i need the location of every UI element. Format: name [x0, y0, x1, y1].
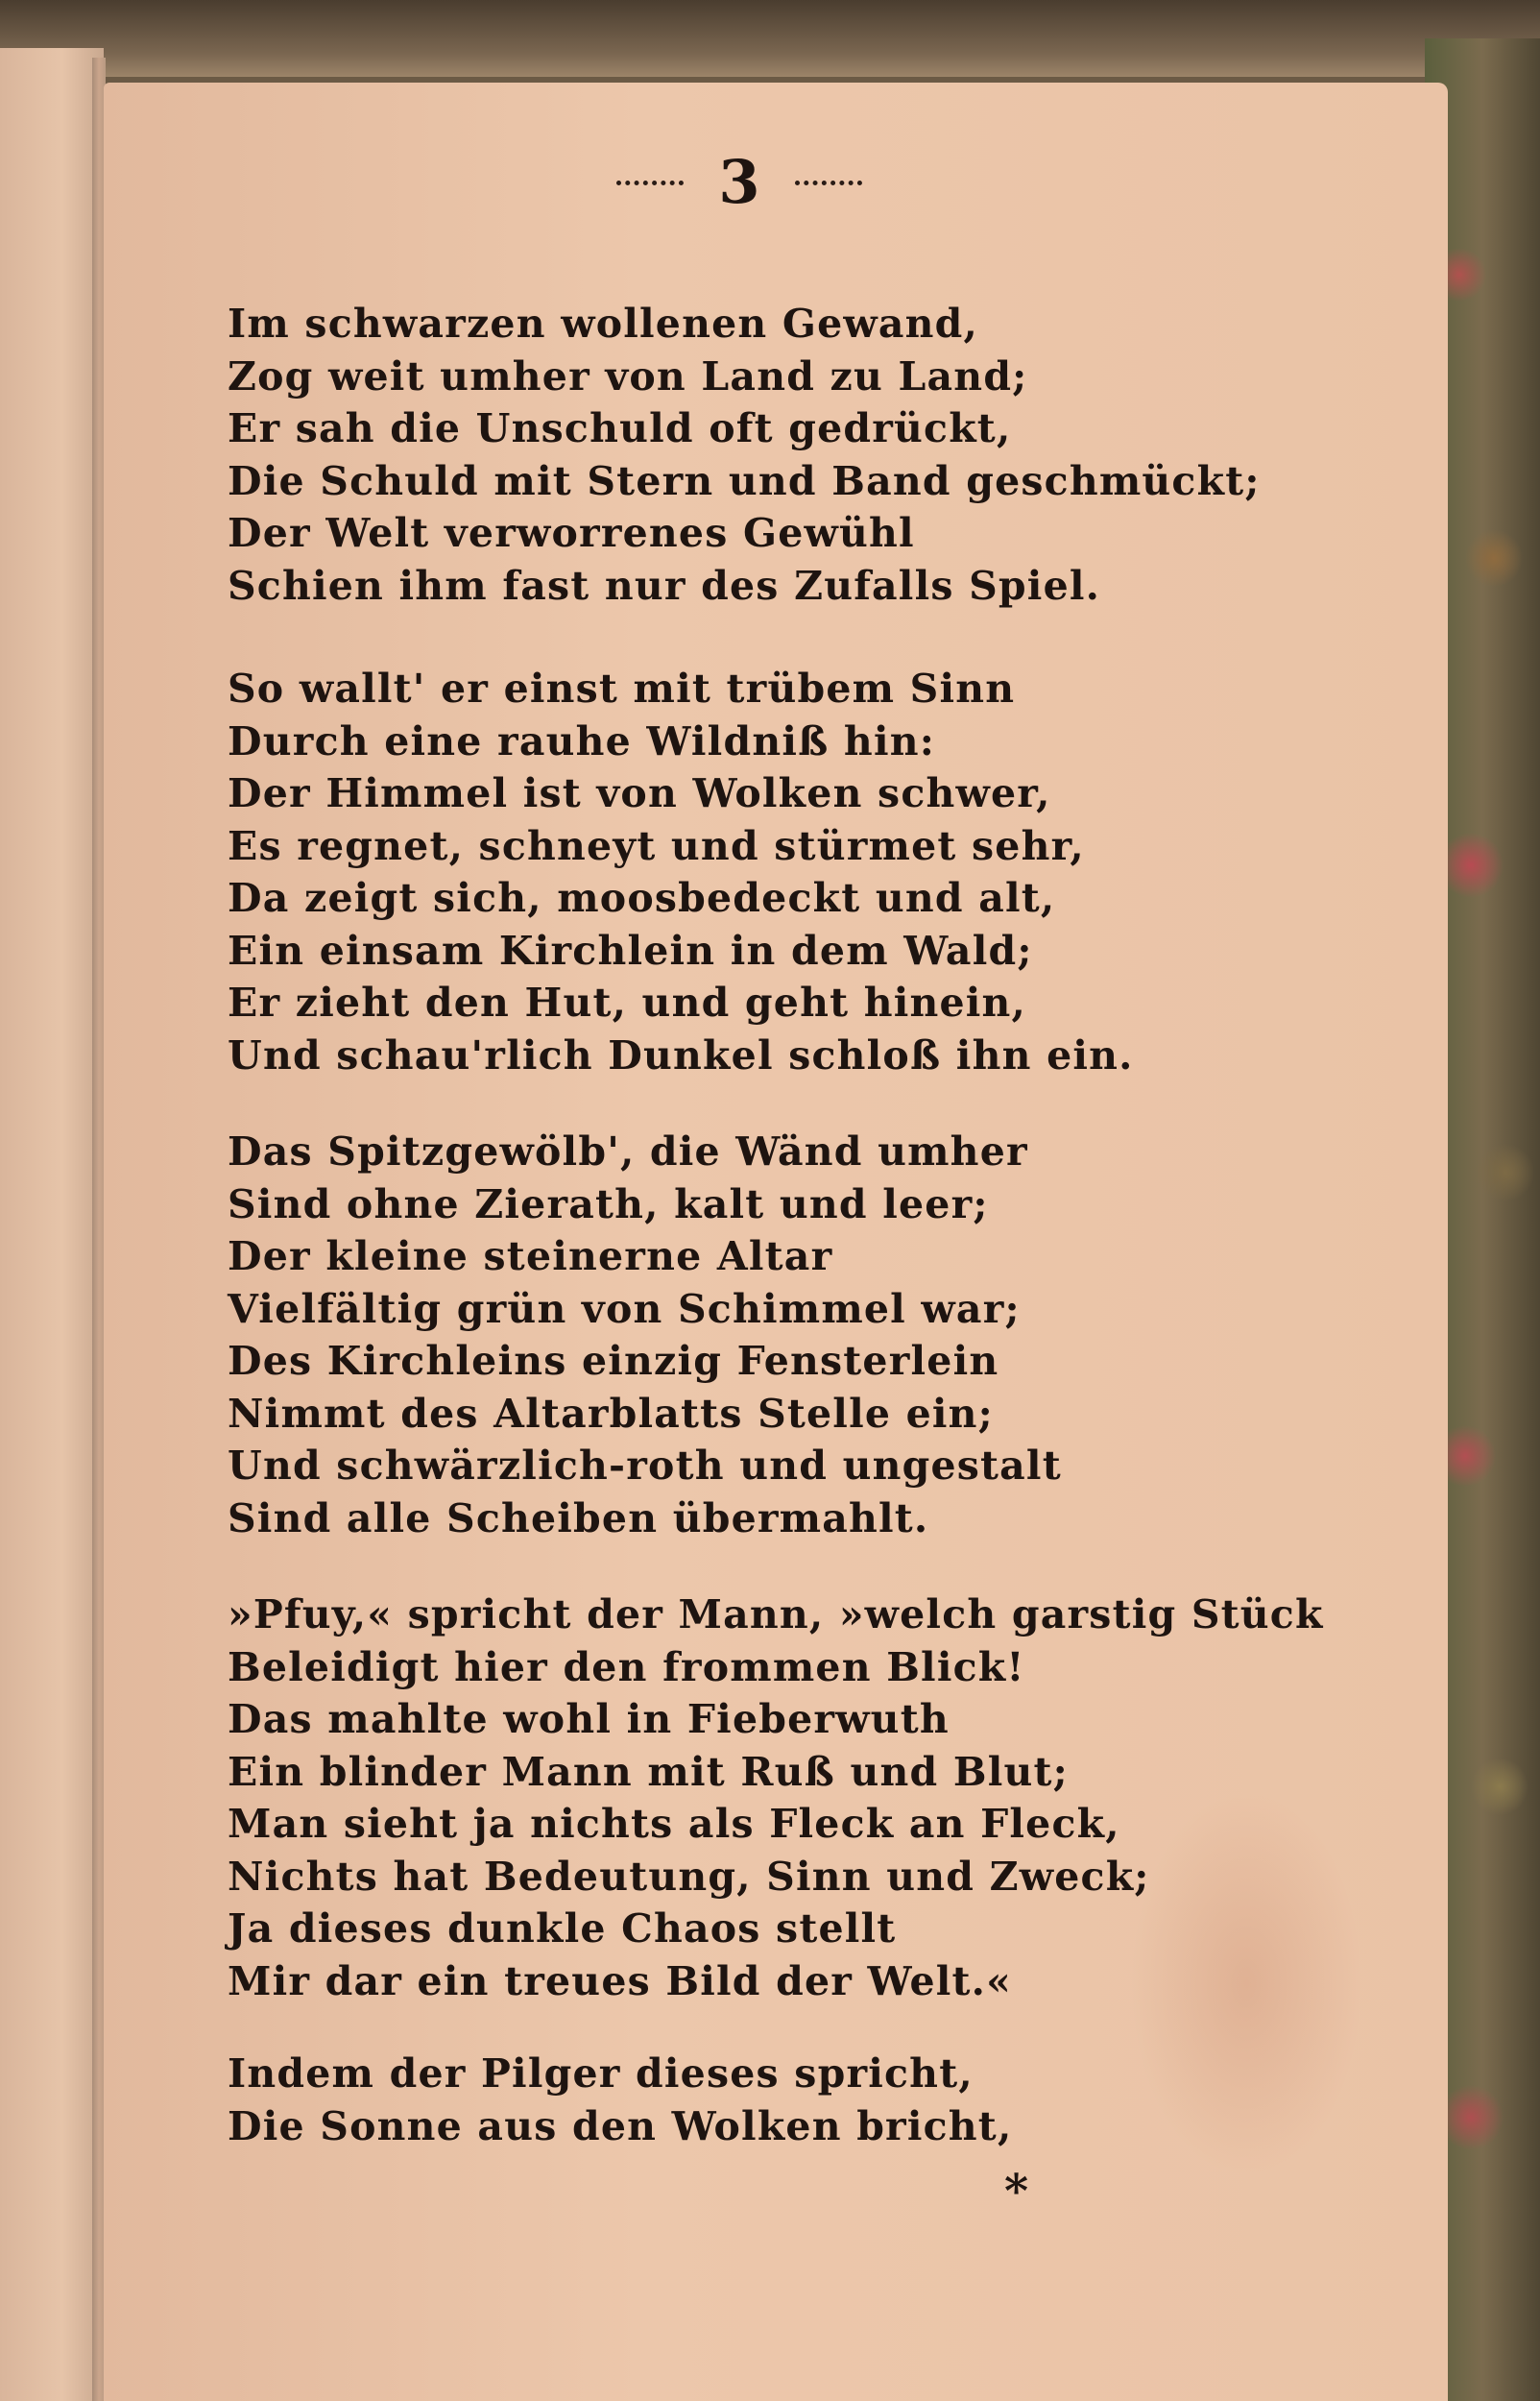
verse-line: Vielfältig grün von Schimmel war; [228, 1285, 1021, 1332]
verse-line: Indem der Pilger dieses spricht, [228, 2050, 974, 2097]
verse-line: Es regnet, schneyt und stürmet sehr, [228, 822, 1085, 869]
verse-line: »Pfuy,« spricht der Mann, »welch garstig Stück [228, 1591, 1324, 1637]
page-header [538, 139, 941, 226]
verse-line: Er sah die Unschuld oft gedrückt, [228, 405, 1012, 451]
verse-line: Nimmt des Altarblatts Stelle ein; [228, 1390, 995, 1437]
verse-line: Er zieht den Hut, und geht hinein, [228, 980, 1027, 1026]
verse-line: Sind ohne Zierath, kalt und leer; [228, 1180, 989, 1227]
verse-line: Zog weit umher von Land zu Land; [228, 352, 1028, 400]
verse-line: Das mahlte wohl in Fieberwuth [228, 1696, 950, 1742]
page-number: 3 [718, 147, 760, 217]
verse-line: Und schwärzlich-roth und ungestalt [228, 1443, 1062, 1489]
verse-line: Der Welt verworrenes Gewühl [228, 510, 915, 556]
stanza [228, 663, 1134, 1081]
verse-line: Durch eine rauhe Wildniß hin: [228, 717, 936, 764]
verse-line: Mir dar ein treues Bild der Welt.« [228, 1957, 1012, 2004]
verse-line: Man sieht ja nichts als Fleck an Fleck, [228, 1801, 1120, 1847]
verse-line: So wallt' er einst mit trübem Sinn [228, 666, 1016, 712]
signature-mark: * [1004, 2165, 1029, 2219]
verse-line: Nichts hat Bedeutung, Sinn und Zweck; [228, 1853, 1150, 1900]
verse-line: Ja dieses dunkle Chaos stellt [228, 1905, 897, 1952]
verse-line: Sind alle Scheiben übermahlt. [228, 1494, 929, 1541]
verse-line: Der kleine steinerne Altar [228, 1233, 833, 1279]
verse-line: Im schwarzen wollenen Gewand, [228, 301, 978, 347]
verse-line: Die Schuld mit Stern und Band geschmückt; [228, 457, 1261, 504]
verse-line: Das Spitzgewölb', die Wänd umher [228, 1128, 1028, 1175]
header-rule-right [795, 181, 862, 185]
stanza [228, 1126, 1062, 1544]
verse-line: Schien ihm fast nur des Zufalls Spiel. [228, 562, 1101, 609]
stanza [228, 298, 1261, 612]
verse-line: Ein einsam Kirchlein in dem Wald; [228, 927, 1033, 974]
verse-line: Und schau'rlich Dunkel schloß ihn ein. [228, 1031, 1134, 1079]
verse-line: Da zeigt sich, moosbedeckt und alt, [228, 875, 1056, 921]
verse-line: Beleidigt hier den frommen Blick! [228, 1643, 1025, 1690]
book-cover-top-edge [0, 0, 1540, 77]
stanza [228, 1589, 1324, 2007]
verse-line: Die Sonne aus den Wolken bricht, [228, 2102, 1013, 2149]
stanza [228, 2048, 1012, 2152]
verse-line: Der Himmel ist von Wolken schwer, [228, 770, 1051, 816]
verse-line: Des Kirchleins einzig Fensterlein [228, 1338, 999, 1384]
verse-line: Ein blinder Mann mit Ruß und Blut; [228, 1748, 1069, 1795]
header-rule-left [616, 181, 684, 185]
facing-left-page [0, 48, 104, 2401]
